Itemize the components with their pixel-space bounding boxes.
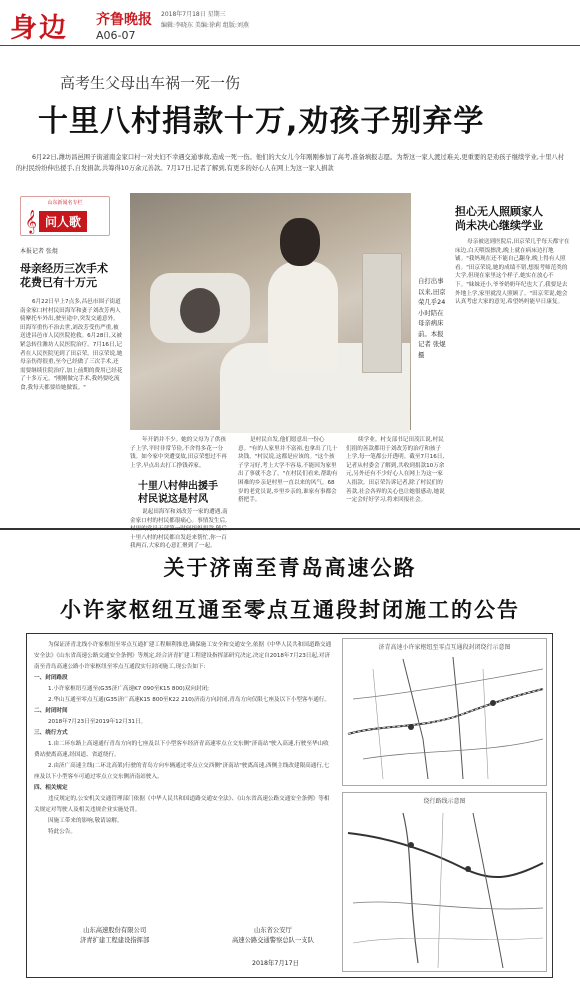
closing-2: 特此公告。 bbox=[48, 829, 76, 835]
side-headline-2: 十里八村伸出援手 村民说这是村风 bbox=[138, 480, 238, 506]
map-2-graphic bbox=[343, 793, 548, 973]
detour-map-1 bbox=[342, 638, 547, 786]
map-2-title: 绕行路线示意图 bbox=[423, 798, 466, 805]
map-1-graphic bbox=[343, 639, 548, 787]
header-divider bbox=[0, 45, 580, 46]
section-4-text: 违反规定的,公安机关交通管理部门依据《中华人民共和国道路交通安全法》、《山东省高速公路交通安全条例》等相关规定对驾驶人及相关违规企业实施处罚。 bbox=[34, 796, 330, 813]
issue-date: 2018年7月18日 星期三 bbox=[161, 11, 226, 18]
announcement-body bbox=[34, 640, 334, 838]
article-column-4: 续学业。村支部书记田茂江说,村民们捐的善款都用于刘改芳的治疗和孩子上学,每一笔都公开透明。截至7月16日,记者从村委会了解到,共收到捐款10万余元,另外还有不少好心人在网上为这一家人捐款。田京荣告诉记者,除了村民们的善款,社会各界的关心也让她很感动,她说一定会好好学习,将来回报社会。 bbox=[346, 437, 445, 504]
page-number: A06-07 bbox=[96, 29, 136, 42]
section-4-title: 四、相关规定 bbox=[34, 785, 68, 791]
signer-1: 山东高速股份有限公司 济青扩建工程建设指挥部 bbox=[80, 927, 150, 944]
section-3-item-1: 1.由二环东路上高速通行青岛方向的七座及以下小型客车经济青高速零点立交东侧"济南站"驶入高速,行驶至华山收费站驶离高速,经国道、省道绕行。 bbox=[34, 741, 329, 758]
article-column-1: 6月22日早上7点多,昌邑市围子街道南金家口村村民田海军和妻子刘改芳两人骑摩托车外出,驶至途中,突发交通意外。田海军重伤不治去世,刘改芳受伤严重,被送进昌邑市人民医院抢救。6月28日,又被紧急转往潍坊人民医院治疗。7月16日,记者在人民医院见到了田京荣。田京荣说,她母亲伤得很重,至今已经做了三次手术,还需要继续住院治疗,加上前期的费用已经花了十多万元。"刚刚做完手术,我妈要吃流食,我每天都要给她做饭。" bbox=[20, 299, 123, 391]
music-note-icon: 𝄞 bbox=[25, 209, 37, 233]
announcement-divider bbox=[0, 528, 580, 530]
column-badge bbox=[20, 196, 110, 236]
section-3-item-2: 2.由济广高速主线(二环北高架)行驶的青岛方向车辆通过零点立交西侧"济南站"驶离高速,西侧主线改建限高通行,七座及以下小型客车可通过零点立交东侧济南站驶入。 bbox=[34, 763, 330, 780]
newspaper-logo: 齐鲁晚报 bbox=[96, 12, 152, 28]
announcement-title-line2: 小许家枢纽互通至零点互通段封闭施工的公告 bbox=[60, 598, 520, 622]
byline: 本报记者 张焜 bbox=[20, 248, 58, 255]
article-column-3: 是村民自发,他们愿意出一份心意。"有的人家里并不富裕,也拿出了几十块钱。"村民说,这都是应该的。"这个孩子学习好,考上大学不容易,不能因为家里出了事就不念了。"在村民们看来,帮助有困难的乡亲是村里一直以来的风气。68岁的老党员说,乡里乡亲的,谁家有事都会搭把手。 bbox=[238, 437, 338, 504]
section-title: 身边 bbox=[10, 13, 68, 44]
article-headline: 十里八村捐款十万,劝孩子别弃学 bbox=[38, 104, 485, 139]
section-3-title: 三、绕行方式 bbox=[34, 730, 68, 736]
side-headline-3: 担心无人照顾家人 尚未决心继续学业 bbox=[455, 205, 543, 232]
editor-credits: 编辑:李晓东 美编:徐莉 组版:刘燕 bbox=[161, 22, 249, 29]
map-1-title: 济青高速小许家枢纽至零点互通段封闭绕行示意图 bbox=[378, 644, 511, 651]
section-1-item-1: 1.小许家枢纽互通至(G35济广高速K7 090至K15 800)双向封闭; bbox=[48, 686, 210, 692]
announcement-title-line1: 关于济南至青岛高速公路 bbox=[163, 556, 417, 580]
article-column-2b: 说起田海军和刘改芳一家的遭遇,南金家口村的村民都很痛心。事情发生后, 十里八村的村民都自发赶来帮忙,你一百我两百,大家的心意汇聚到了一起。 bbox=[130, 509, 228, 550]
column-badge-name: 问人歌 bbox=[39, 211, 87, 232]
side-headline-1: 母亲经历三次手术 花费已有十万元 bbox=[20, 262, 108, 289]
article-column-5: 母亲被送到医院后,田京荣几乎每天都守在床边,白天喂饭擦洗,晚上就在病床边打地铺。"我妈现在还不能自己翻身,晚上得有人照看。"田京荣说,她的成绩不错,想报考师范类的大学,但现在家里这个样子,她实在放心不下。"妹妹还小,爷爷奶奶年纪也大了,我要是去外地上学,家里就没人照顾了。"田京荣说,她会认真考虑大家的意见,希望妈妈能早日康复。 bbox=[455, 239, 570, 306]
article-subhead: 高考生父母出车祸一死一伤 bbox=[60, 74, 241, 92]
detour-map-2 bbox=[342, 792, 547, 972]
section-2-text: 2018年7月23日至2019年12月31日。 bbox=[48, 719, 147, 725]
article-lead: 6月22日,潍坊昌邑围子街道南金家口村一对夫妇不幸遇交通事故,造成一死一伤。他们的大女儿今年刚刚参加了高考,准备填报志愿。为帮这一家人渡过难关,更重要的是劝孩子继续学业,十里八村的村民纷纷伸出援手,自发捐款,共筹得10万余元善款。7月17日,记者了解到,有更多的好心人在网上为这一家人捐款 bbox=[16, 154, 565, 172]
column-badge-top: 山东新闻名专栏 bbox=[47, 200, 83, 206]
article-photo bbox=[130, 193, 411, 430]
article-column-2a: 年开销并不少。她的父母为了供孩子上学,平时非常节俭,不舍得多花一分钱。如今家中突遭变故,田京荣想过不再上学,早点出去打工挣钱养家。 bbox=[130, 437, 227, 469]
announcement-intro: 为保证济青北线小许家枢纽至零点互通扩建工程顺利推进,确保施工安全和交通安全,依据《中华人民共和国道路交通安全法》《山东省高速公路交通安全条例》等规定,经合济青扩建工程建设指挥部研究决定,决定自2018年7月23日起,对济南至青岛高速公路小许家枢纽至零点互通段实行封闭施工,现公告如下: bbox=[34, 642, 332, 670]
section-2-title: 二、封闭时间 bbox=[34, 708, 68, 714]
section-1-title: 一、封闭路段 bbox=[34, 675, 68, 681]
closing-1: 因施工带来的影响,敬请谅解。 bbox=[48, 818, 123, 824]
signer-2: 山东省公安厅 高速公路交通警察总队一支队 bbox=[232, 927, 314, 944]
photo-caption: 自打出事以来,田京荣几乎24小时陪在母亲病床前。本报记者 张焜 摄 bbox=[418, 277, 446, 359]
section-1-item-2: 2.华山互通至零点互通(G35济广高速K15 800至K22 210)济南方向封闭,青岛方向仅限七座及以下小型客车通行。 bbox=[48, 697, 330, 703]
announcement-date: 2018年7月17日 bbox=[252, 960, 299, 967]
